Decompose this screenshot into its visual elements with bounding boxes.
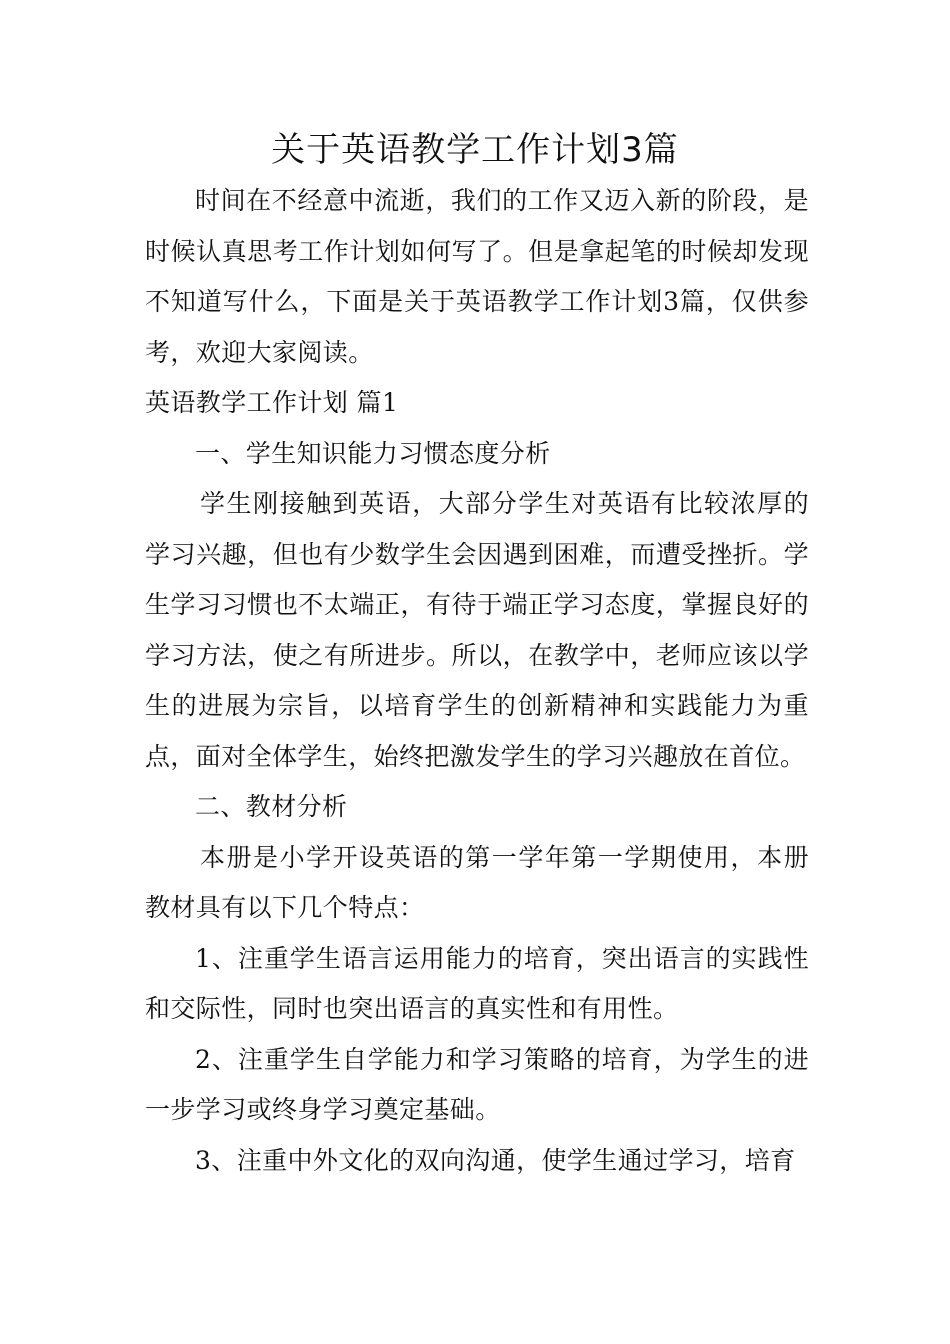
subheading-student-analysis: 一、学生知识能力习惯态度分析 — [195, 438, 551, 468]
paragraph-student-analysis: 学生刚接触到英语，大部分学生对英语有比较浓厚的学习兴趣，但也有少数学生会因遇到困难，而遭受挫折。学生学习习惯也不太端正，有待于端正学习态度，掌握良好的学习方法，使之有所进步。所以，在教学中，老师应该以学生的进展为宗旨，以培育学生的创新精神和实践能力为重点，面对全体学生，始终把激发学生的学习兴趣放在首位。 — [145, 489, 809, 771]
document-body — [145, 176, 809, 1186]
list-item: 2、注重学生自学能力和学习策略的培育，为学生的进一步学习或终身学习奠定基础。 — [145, 1044, 809, 1124]
list-item: 1、注重学生语言运用能力的培育，突出语言的实践性和交际性，同时也突出语言的真实性和有用性。 — [145, 943, 809, 1023]
paragraph-textbook-analysis: 本册是小学开设英语的第一学年第一学期使用，本册教材具有以下几个特点： — [145, 842, 809, 922]
section-heading: 英语教学工作计划 篇1 — [145, 388, 399, 417]
subheading-textbook-analysis: 二、教材分析 — [195, 792, 348, 821]
list-item: 3、注重中外文化的双向沟通，使学生通过学习，培育 — [195, 1145, 796, 1175]
intro-paragraph: 时间在不经意中流逝，我们的工作又迈入新的阶段，是时候认真思考工作计划如何写了。但是拿起笔的时候却发现不知道写什么，下面是关于英语教学工作计划3篇，仅供参考，欢迎大家阅读。 — [145, 186, 809, 367]
document-title: 关于英语教学工作计划3篇 — [271, 130, 679, 170]
